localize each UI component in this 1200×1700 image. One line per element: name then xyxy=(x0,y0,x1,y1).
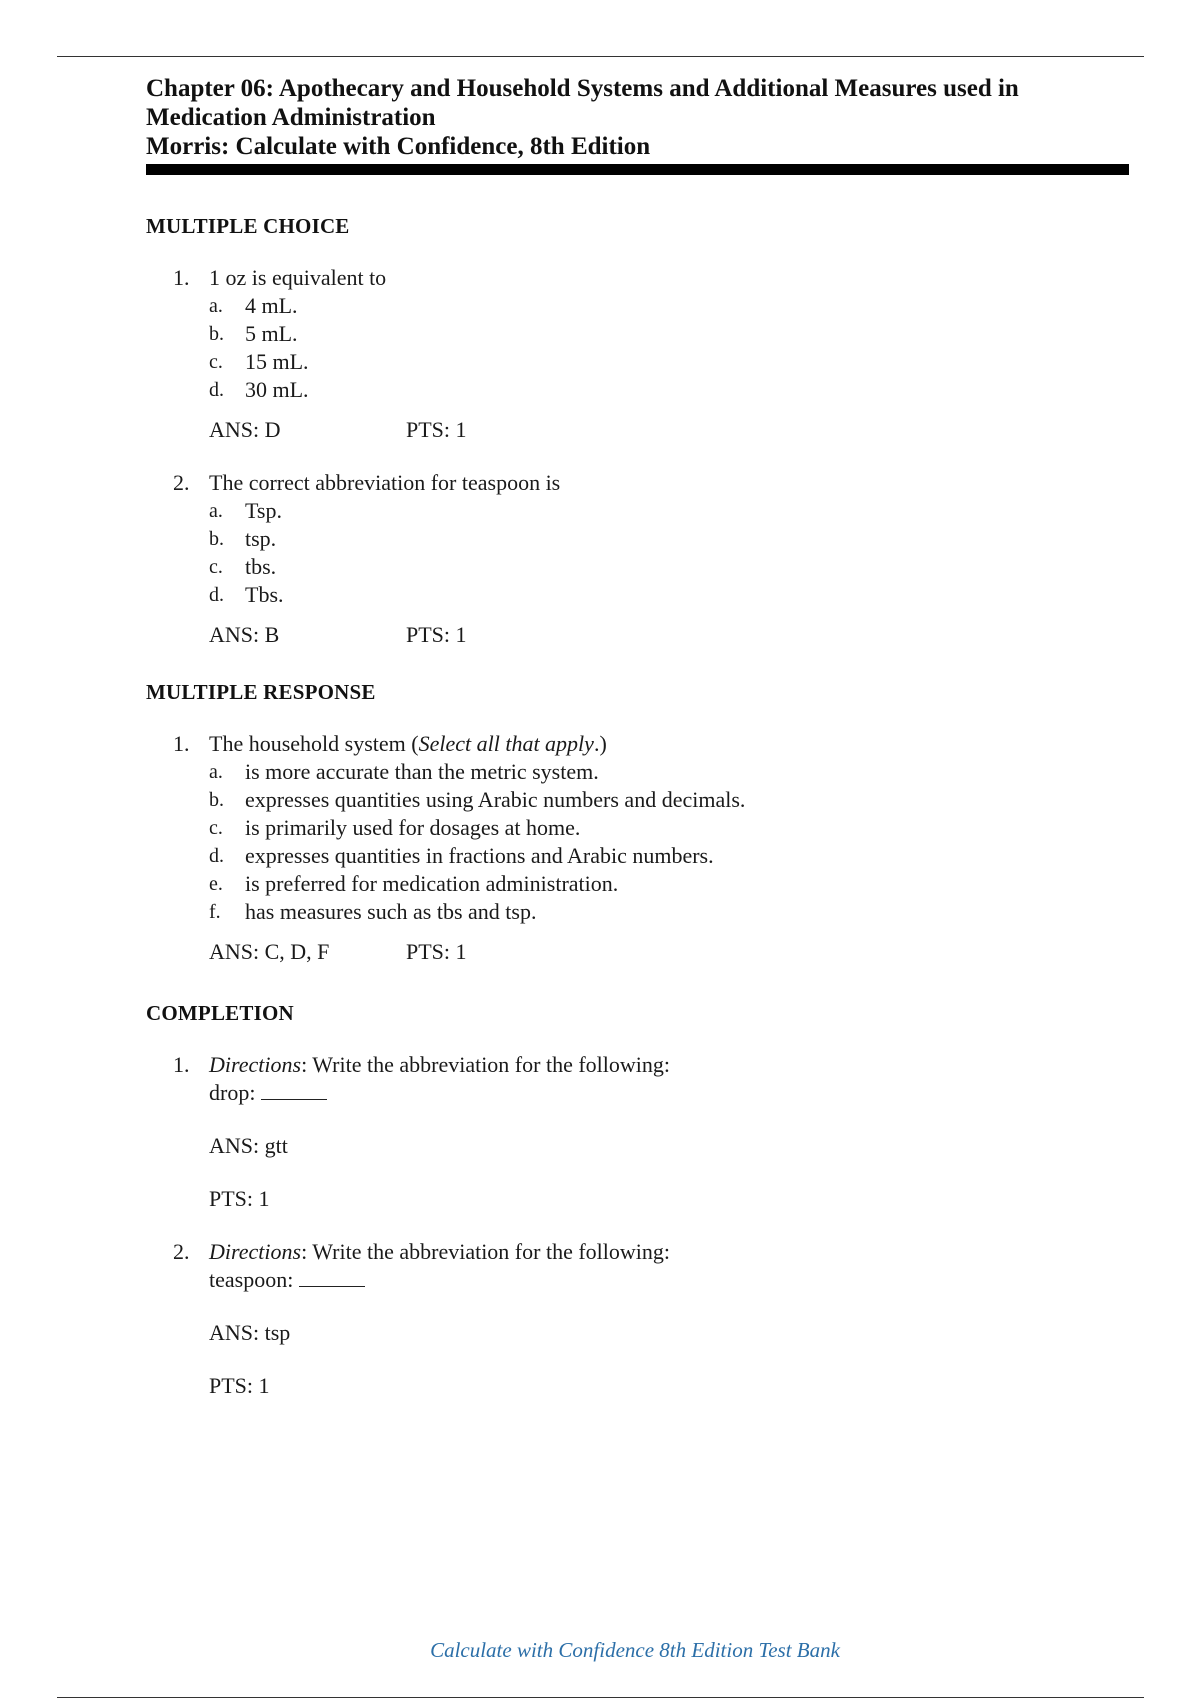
directions-label: Directions xyxy=(209,1052,302,1077)
question-text-italic: Select all that apply xyxy=(418,731,594,756)
points-label: PTS: 1 xyxy=(406,622,467,647)
option-text: 15 mL. xyxy=(245,349,309,374)
question-text-suffix: .) xyxy=(593,731,607,756)
answer-blank xyxy=(261,1079,327,1100)
option-letter: c. xyxy=(209,351,223,373)
question-text: 1 oz is equivalent to xyxy=(209,265,387,290)
option-letter: a. xyxy=(209,295,223,317)
points-label: PTS: 1 xyxy=(406,417,467,442)
question-text-prefix: The household system ( xyxy=(209,731,419,756)
points-label: PTS: 1 xyxy=(406,939,467,964)
option-text: is primarily used for dosages at home. xyxy=(245,815,581,840)
question-number: 1. xyxy=(173,1052,190,1077)
question-number: 2. xyxy=(173,1239,190,1264)
option-text: expresses quantities using Arabic numbers and decimals. xyxy=(245,787,746,812)
option-text: expresses quantities in fractions and Arabic numbers. xyxy=(245,843,714,868)
top-rule xyxy=(57,56,1144,57)
option-letter: d. xyxy=(209,584,224,606)
option-text: tsp. xyxy=(245,526,277,551)
chapter-title-line-2: Medication Administration xyxy=(146,104,436,131)
option-text: Tbs. xyxy=(245,582,284,607)
option-text: Tsp. xyxy=(245,498,282,523)
directions-text: : Write the abbreviation for the following: xyxy=(301,1052,671,1077)
section-heading-multiple-choice: MULTIPLE CHOICE xyxy=(146,214,350,238)
answer-label: ANS: C, D, F xyxy=(209,939,330,964)
option-text: 30 mL. xyxy=(245,377,309,402)
option-text: tbs. xyxy=(245,554,277,579)
section-heading-multiple-response: MULTIPLE RESPONSE xyxy=(146,680,376,704)
answer-label: ANS: gtt xyxy=(209,1133,288,1158)
option-letter: d. xyxy=(209,845,224,867)
completion-question-1 xyxy=(146,1051,1146,1213)
completion-question-2 xyxy=(146,1238,1146,1400)
option-letter: b. xyxy=(209,323,224,345)
option-letter: c. xyxy=(209,556,223,578)
prompt-line xyxy=(209,1266,365,1294)
document-body xyxy=(146,213,1146,1400)
question-text: The correct abbreviation for teaspoon is xyxy=(209,470,561,495)
points-label: PTS: 1 xyxy=(209,1373,270,1398)
option-letter: a. xyxy=(209,500,223,522)
directions-text: : Write the abbreviation for the following: xyxy=(301,1239,671,1264)
prompt-text: teaspoon: xyxy=(209,1267,294,1292)
option-letter: e. xyxy=(209,873,223,895)
answer-label: ANS: D xyxy=(209,417,281,442)
answer-label: ANS: B xyxy=(209,622,280,647)
prompt-text: drop: xyxy=(209,1080,256,1105)
option-text: has measures such as tbs and tsp. xyxy=(245,899,537,924)
document-header xyxy=(146,74,1131,175)
option-letter: b. xyxy=(209,528,224,550)
answer-label: ANS: tsp xyxy=(209,1320,291,1345)
mc-question-2 xyxy=(146,469,1146,649)
mr-question-1 xyxy=(146,730,1146,966)
option-text: 4 mL. xyxy=(245,293,298,318)
directions-label: Directions xyxy=(209,1239,302,1264)
option-text: is preferred for medication administration. xyxy=(245,871,619,896)
footer-text: Calculate with Confidence 8th Edition Test Bank xyxy=(430,1638,840,1662)
question-number: 1. xyxy=(173,265,190,290)
answer-blank xyxy=(299,1266,365,1287)
question-text xyxy=(209,1238,670,1266)
option-letter: a. xyxy=(209,761,223,783)
option-letter: d. xyxy=(209,379,224,401)
book-title-line: Morris: Calculate with Confidence, 8th Edition xyxy=(146,133,651,160)
option-letter: f. xyxy=(209,901,221,923)
chapter-title-line-1: Chapter 06: Apothecary and Household Systems and Additional Measures used in xyxy=(146,75,1019,102)
option-letter: c. xyxy=(209,817,223,839)
question-number: 1. xyxy=(173,731,190,756)
question-number: 2. xyxy=(173,470,190,495)
question-text xyxy=(209,730,607,758)
prompt-line xyxy=(209,1079,327,1107)
option-text: is more accurate than the metric system. xyxy=(245,759,599,784)
bottom-rule xyxy=(57,1697,1144,1698)
option-letter: b. xyxy=(209,789,224,811)
section-heading-completion: COMPLETION xyxy=(146,1001,294,1025)
header-bar xyxy=(146,164,1129,175)
option-text: 5 mL. xyxy=(245,321,298,346)
question-text xyxy=(209,1051,670,1079)
points-label: PTS: 1 xyxy=(209,1186,270,1211)
mc-question-1 xyxy=(146,264,1146,444)
